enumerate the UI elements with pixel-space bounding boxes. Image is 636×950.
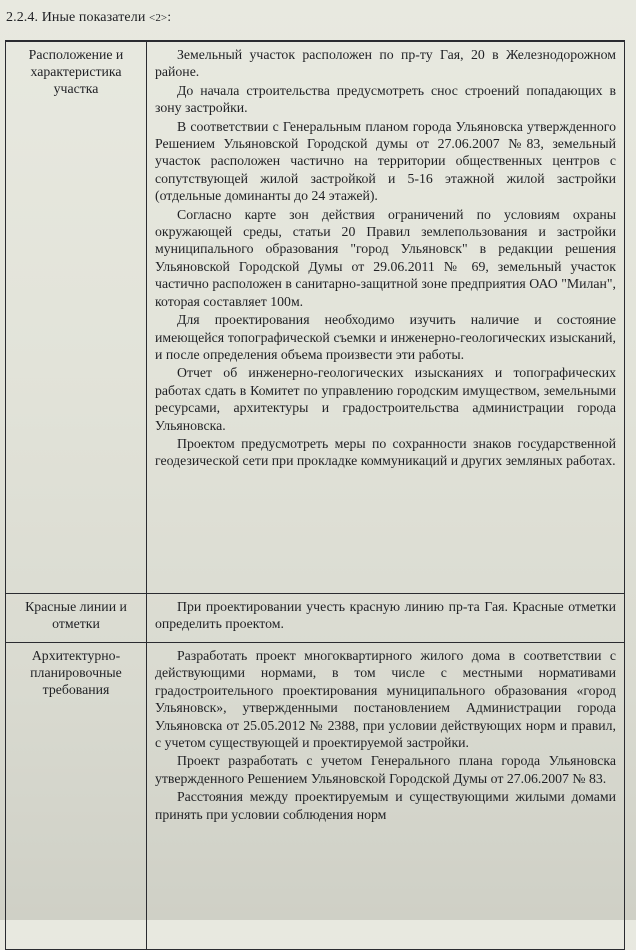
section-heading: [6, 10, 171, 26]
paragraph: Отчет об инженерно-геологических изысканиях и топографических работах сдать в Комитет по управлению городским имуществом, земельными ресурсами, архитектуры и градостроительства администрации города Ульяновска.: [155, 365, 616, 433]
paragraph: До начала строительства предусмотреть снос строений попадающих в зону застройки.: [155, 82, 616, 116]
paragraph: Разработать проект многоквартирного жилого дома в соответствии с действующими нормами, в том числе с местными нормативами градостроительного проектирования муниципального образования «город Ульяновск», утвержденными постановлением Администрации города Ульяновска от 25.05.2012 № 2388, при условии действующих норм и правил, с учетом существующей и проектируемой застройки.: [155, 648, 616, 751]
paragraph: Для проектирования необходимо изучить наличие и состояние имеющейся топографической съемки и инженерно-геологических изысканий, и после определения объема произвести эти работы.: [155, 312, 616, 362]
table-row-red-lines: [6, 594, 625, 643]
paragraph: При проектировании учесть красную линию пр-та Гая. Красные отметки определить проектом.: [155, 599, 616, 632]
paragraph: Проект разработать с учетом Генерального плана города Ульяновска утвержденного Решением Ульяновской Городской Думы от 27.06.2007 № 83.: [155, 753, 616, 786]
paragraph: Земельный участок расположен по пр-ту Гая, 20 в Железнодорожном районе.: [155, 47, 616, 80]
row-label-location: Расположение и характеристика участка: [6, 42, 147, 594]
paragraph: Проектом предусмотреть меры по сохранности знаков государственной геодезической сети при прокладке коммуникаций и других земляных работах.: [155, 435, 616, 469]
row-label-architecture: Архитектурно-планировочные требования: [6, 643, 147, 950]
row-content-location: [147, 42, 625, 594]
table-row-architecture: [6, 643, 625, 950]
section-heading-text: 2.2.4. Иные показатели: [6, 10, 150, 25]
section-heading-suffix: :: [167, 10, 172, 25]
paragraph: Расстояния между проектируемым и существующими жилыми домами принять при условии соблюдения норм: [155, 789, 616, 822]
row-content-red-lines: [147, 594, 625, 643]
paragraph: В соответствии с Генеральным планом города Ульяновска утвержденного Решением Ульяновской Городской думы от 27.06.2007 №83, земельный участок расположен частично на территории общественных центров с сопутствующей жилой застройкой и 5-16 этажной жилой застройки (отдельные доминанты до 24 этажей).: [155, 118, 616, 204]
row-content-architecture: [147, 643, 625, 950]
row-label-red-lines: Красные линии и отметки: [6, 594, 147, 643]
footnote-reference: <2>: [149, 12, 168, 24]
indicators-table: [5, 41, 625, 950]
paragraph: Согласно карте зон действия ограничений по условиям охраны окружающей среды, статьи 20 Правил землепользования и застройки муниципального образования "город Ульяновск" в редакции решения Ульяновской Городской Думы от 29.06.2011 № 69, земельный участок частично расположен в санитарно-защитной зоне предприятия ОАО "Милан", которая составляет 100м.: [155, 206, 616, 309]
table-row-location: [6, 42, 625, 594]
